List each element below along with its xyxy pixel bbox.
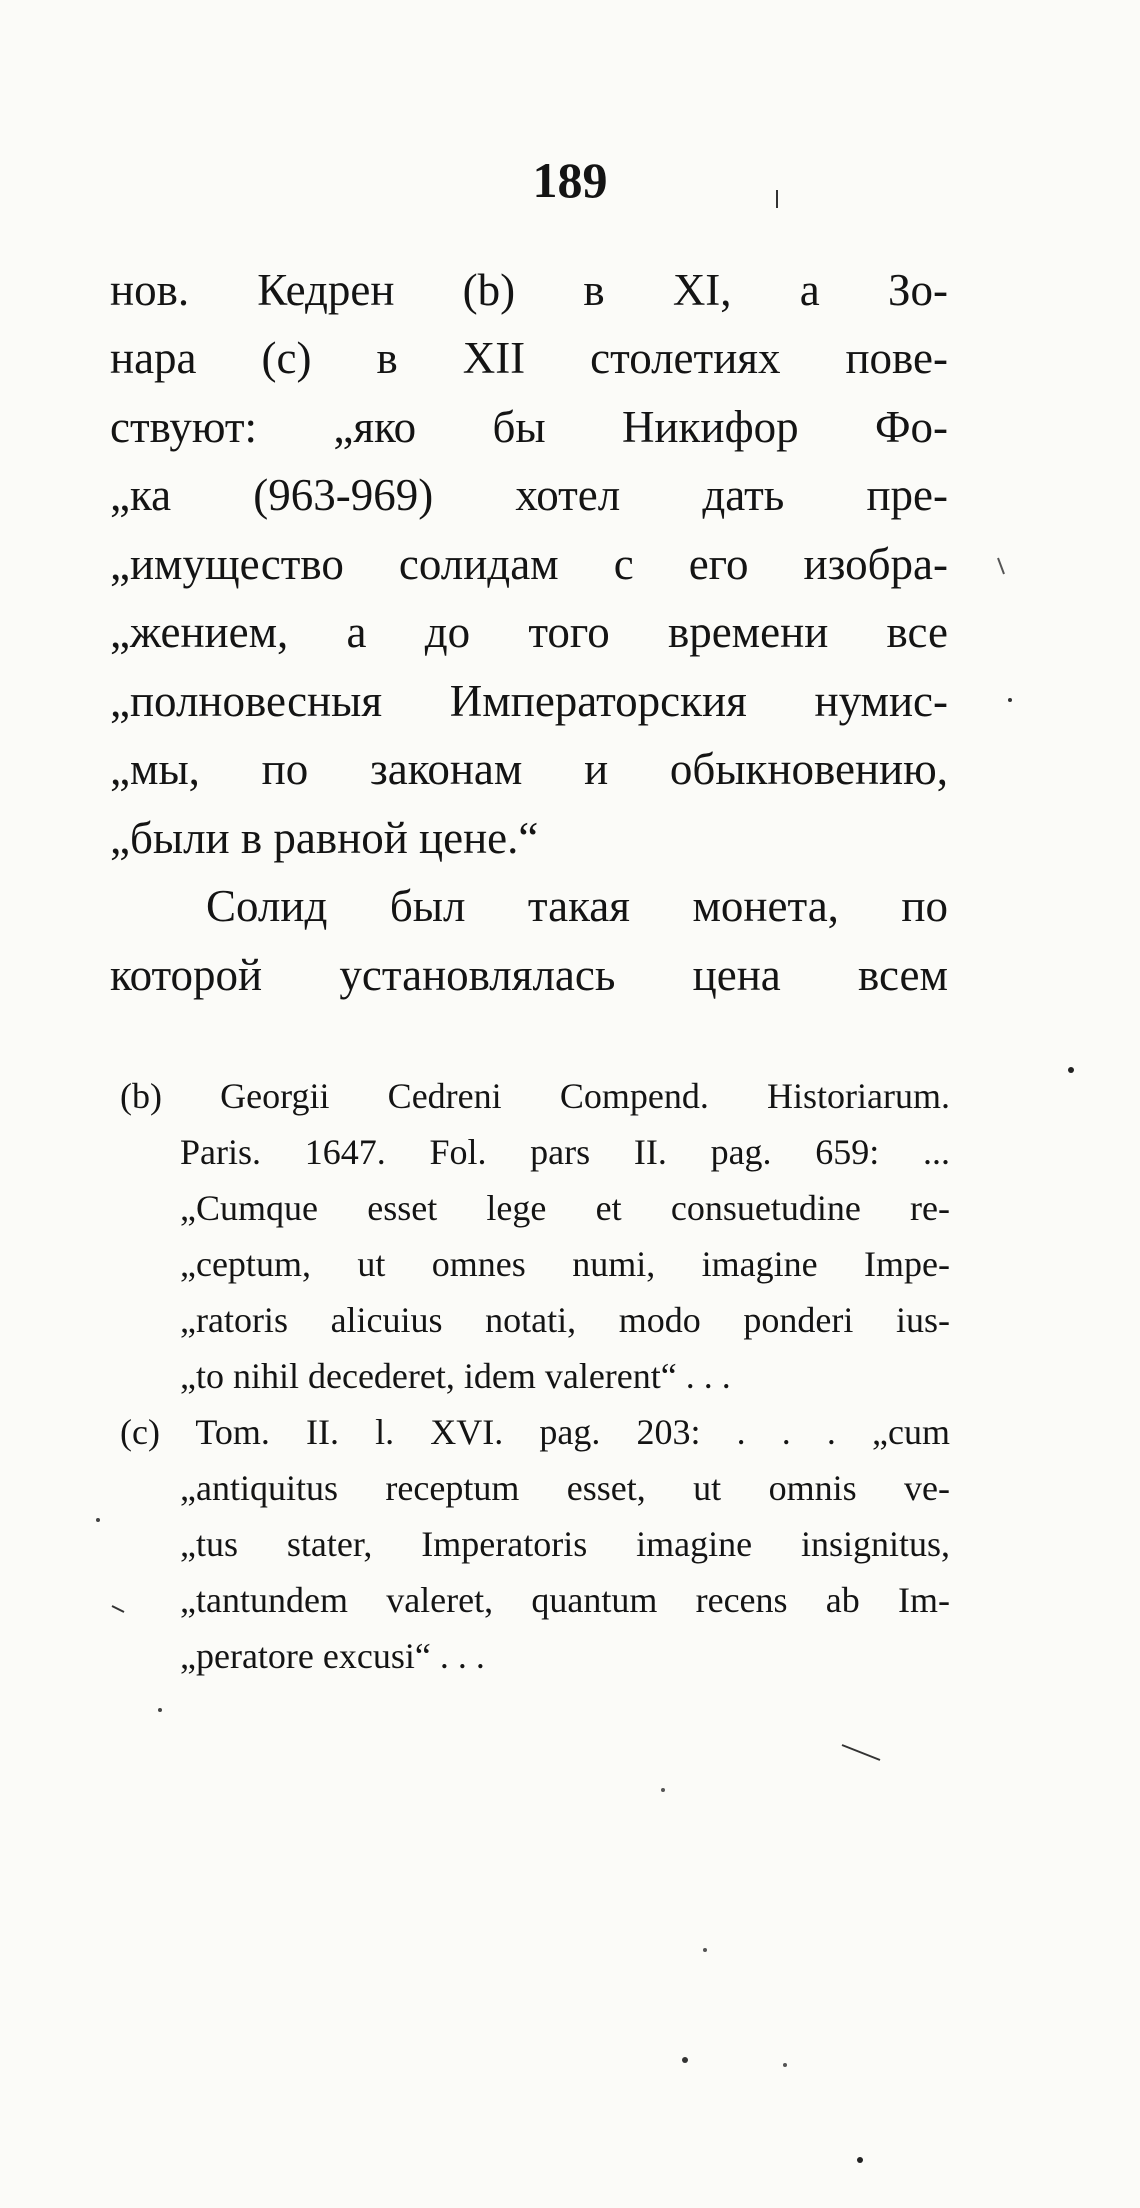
footnote-line: Paris. 1647. Fol. pars II. pag. 659: ... (180, 1132, 950, 1172)
footnote-line: „Cumque esset lege et consuetudine re- (180, 1188, 950, 1228)
page-number: 189 (532, 152, 608, 208)
text-line: „жением, а до того времени все (110, 607, 948, 657)
text-line: „полновесныя Императорския нумис- (110, 676, 948, 726)
footnote-line: „tantundem valeret, quantum recens ab Im- (180, 1580, 950, 1620)
footnote-line: (c) Tom. II. l. XVI. pag. 203: . . . „cum (120, 1412, 950, 1452)
text-line: „были в равной цене.“ (110, 813, 539, 863)
text-line: нов. Кедрен (b) в XI, а Зо- (110, 265, 948, 315)
footnote-line: „tus stater, Imperatoris imagine insignitus, (180, 1524, 950, 1564)
footnote-line: „antiquitus receptum esset, ut omnis ve- (180, 1468, 950, 1508)
text-line: ствуют: „яко бы Никифор Фо- (110, 402, 948, 452)
footnote-line: „ceptum, ut omnes numi, imagine Impe- (180, 1244, 950, 1284)
text-line: Солид был такая монета, по (206, 881, 948, 931)
footnote-line: (b) Georgii Cedreni Compend. Historiarum. (120, 1076, 950, 1116)
text-line: нара (с) в XII столетиях пове- (110, 333, 948, 383)
footnote-line: „to nihil decederet, idem valerent“ . . . (180, 1356, 731, 1396)
text-line: которой установлялась цена всем (110, 950, 948, 1000)
text-line: „имущество солидам с его изобра- (110, 539, 948, 589)
text-line: „мы, по законам и обыкновению, (110, 744, 948, 794)
footnote-line: „peratore excusi“ . . . (180, 1636, 485, 1676)
footnote-line: „ratoris alicuius notati, modo ponderi ius- (180, 1300, 950, 1340)
text-line: „ка (963-969) хотел дать пре- (110, 470, 948, 520)
